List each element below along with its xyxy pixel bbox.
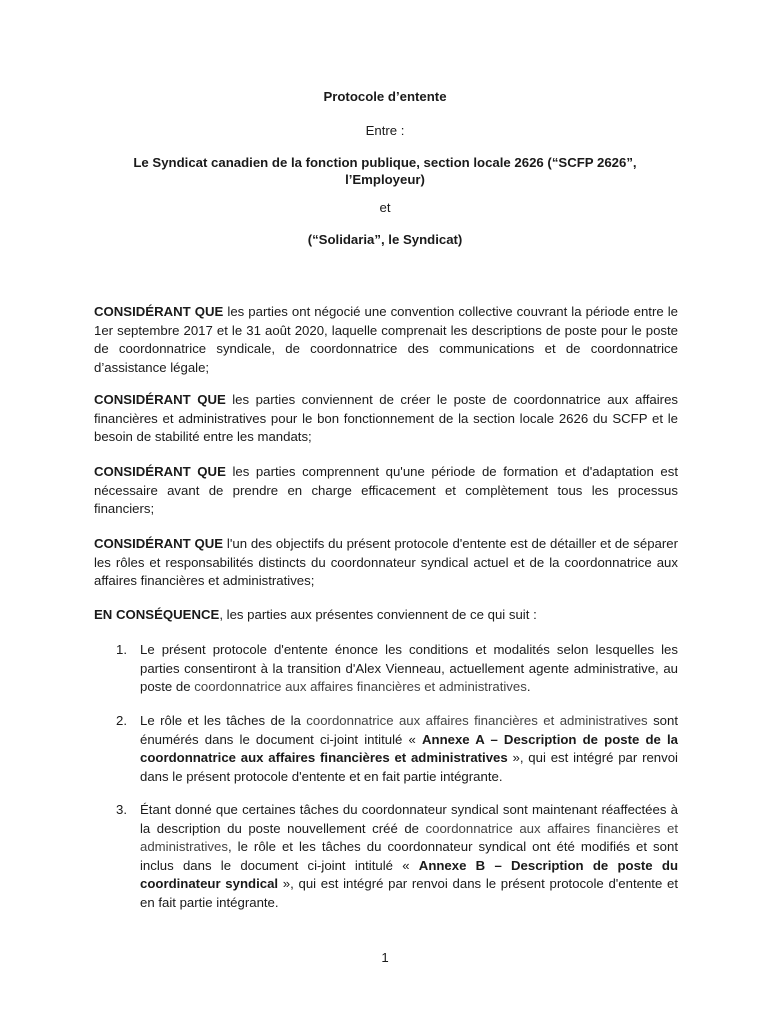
- list-item-text: Étant donné que certaines tâches du coordonnateur syndical sont maintenant réaffectées à la description du poste nouvellement créé de: [140, 802, 678, 836]
- whereas-lead: CONSIDÉRANT QUE: [94, 304, 224, 319]
- list-item-number: 2.: [116, 713, 127, 728]
- whereas-lead: CONSIDÉRANT QUE: [94, 536, 224, 551]
- whereas-paragraph-1: [94, 303, 678, 377]
- whereas-paragraph-2: [94, 391, 678, 447]
- whereas-text: l'un des objectifs du présent protocole d'entente est de détailler et de séparer les rôles et responsabilités distincts du coordonnateur syndical actuel et de la coordonnatrice aux affaires financières et administratives;: [94, 536, 679, 588]
- list-item-text: », qui est intégré par renvoi dans le présent protocole d'entente et en fait partie intégrante.: [140, 876, 679, 910]
- list-item-number: 1.: [116, 642, 127, 657]
- between-label: Entre :: [365, 123, 405, 138]
- list-item-text: Le rôle et les tâches de la: [140, 713, 307, 728]
- therefore-lead: EN CONSÉQUENCE: [94, 607, 220, 622]
- party-one-line2: l’Employeur): [345, 172, 425, 187]
- position-title: coordonnatrice aux affaires financières et administratives: [140, 820, 678, 854]
- list-item-3: [116, 801, 678, 912]
- annex-b-title: Annexe B – Description de poste du coordinateur syndical: [140, 857, 678, 891]
- position-title: coordonnatrice aux affaires financières et administratives: [194, 679, 527, 694]
- whereas-text: les parties ont négocié une convention collective couvrant la période entre le 1er septembre 2017 et le 31 août 2020, laquelle comprenait les descriptions de poste pour le poste de coordonnatrice syndicale, de coordonnatrice des communications et de coordonnatrice d’assistance légale;: [94, 304, 679, 375]
- annex-a-title: Annexe A – Description de poste de la coordonnatrice aux affaires financières et administratives: [140, 731, 678, 765]
- list-item-text: », qui est intégré par renvoi dans le présent protocole d'entente et en fait partie intégrante.: [140, 750, 678, 784]
- therefore-text: , les parties aux présentes conviennent de ce qui suit :: [219, 607, 537, 622]
- list-item-text: .: [526, 679, 531, 694]
- list-item-2: [116, 712, 678, 786]
- list-item-1: [116, 641, 678, 697]
- whereas-text: les parties conviennent de créer le poste de coordonnatrice aux affaires financières et administratives pour le bon fonctionnement de la section locale 2626 du SCFP et le besoin de stabilité entre les mandats;: [94, 392, 678, 444]
- list-item-text: , le rôle et les tâches du coordonnateur syndical ont été modifiés et sont inclus dans le document ci-joint intitulé «: [140, 839, 678, 873]
- list-item-number: 3.: [116, 802, 127, 817]
- whereas-text: les parties comprennent qu'une période de formation et d'adaptation est nécessaire avant de prendre en charge efficacement et complètement tous les processus financiers;: [94, 464, 678, 516]
- therefore-paragraph: [94, 606, 678, 625]
- and-label: et: [379, 200, 391, 215]
- whereas-paragraph-3: [94, 463, 678, 519]
- whereas-lead: CONSIDÉRANT QUE: [94, 464, 226, 479]
- list-item-text: sont énumérés dans le document ci-joint intitulé «: [140, 713, 679, 747]
- whereas-paragraph-4: [94, 535, 678, 591]
- party-one-line1: Le Syndicat canadien de la fonction publique, section locale 2626 (“SCFP 2626”,: [133, 155, 637, 170]
- position-title: coordonnatrice aux affaires financières et administratives: [306, 713, 648, 728]
- whereas-lead: CONSIDÉRANT QUE: [94, 392, 226, 407]
- list-item-text: Le présent protocole d'entente énonce les conditions et modalités selon lesquelles les parties consentiront à la transition d'Alex Vienneau, actuellement agente administrative, au poste de: [140, 642, 678, 694]
- page-number: 1: [381, 950, 389, 965]
- party-two: (“Solidaria”, le Syndicat): [307, 232, 463, 247]
- document-title: Protocole d’entente: [323, 89, 447, 104]
